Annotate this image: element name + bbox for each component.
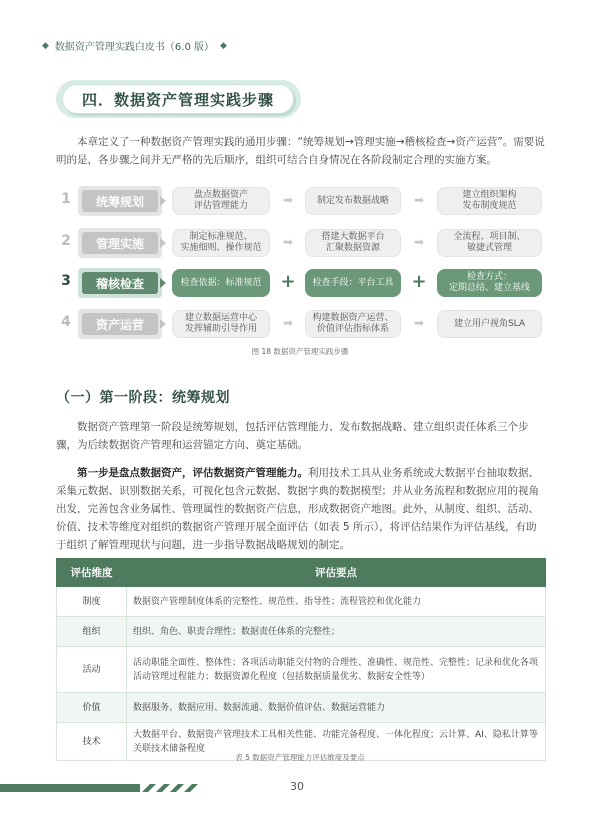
step-box: 检查方式： 定期总结、建立基线 [437, 269, 542, 297]
step-label: 资产运营 [78, 309, 162, 339]
step-one-paragraph [56, 464, 546, 554]
step-pointer-icon [160, 278, 166, 288]
points-cell: 数据服务、数据应用、数据流通、数据价值评估、数据运营能力 [127, 693, 546, 723]
arrow-right-icon: ➡ [413, 193, 425, 207]
step-box: 检查手段：平台工具 [305, 269, 401, 297]
arrow-right-icon: ➡ [413, 235, 425, 249]
step-row-1 [56, 186, 546, 216]
step-one-lead: 第一步是盘点数据资产，评估数据资产管理能力。 [77, 467, 308, 479]
step-number: 3 [61, 273, 71, 289]
points-cell: 大数据平台、数据资产管理技术工具相关性能、功能完备程度、一体化程度；云计算、AI、隐私计算等关联技术储备程度 [127, 723, 546, 761]
step-number: 2 [61, 233, 71, 249]
step-box: 制定标准规范、 实施细则、操作规范 [172, 229, 270, 257]
step-row-4 [56, 309, 546, 339]
step-number: 4 [61, 314, 71, 330]
intro-paragraph: 本章定义了一种数据资产管理实践的通用步骤：“统筹规划→管理实施→稽核检查→资产运营”。需要说明的是，各步骤之间并无严格的先后顺序，组织可结合自身情况在各阶段制定合理的实施方案。 [56, 136, 545, 166]
step-row-3 [56, 268, 546, 298]
points-cell: 数据资产管理制度体系的完整性、规范性、指导性；流程管控和优化能力 [127, 587, 546, 617]
section-title: 四．数据资产管理实践步骤 [62, 84, 294, 114]
step-box: 建立组织架构 发布制度规范 [437, 187, 542, 215]
points-cell: 组织、角色、职责合理性；数据责任体系的完整性； [127, 617, 546, 647]
plus-icon: + [411, 271, 427, 292]
table-row [57, 647, 546, 693]
dimension-cell: 活动 [57, 647, 127, 693]
table-row [57, 617, 546, 647]
arrow-right-icon: ➡ [282, 193, 294, 207]
evaluation-table [56, 558, 546, 761]
column-header: 评估要点 [127, 559, 546, 587]
step-box: 检查依据：标准规范 [172, 269, 270, 297]
step-label: 管理实施 [78, 228, 162, 258]
table-row [57, 693, 546, 723]
step-pointer-icon [160, 238, 166, 248]
running-header [42, 38, 227, 53]
column-header: 评估维度 [57, 559, 127, 587]
arrow-right-icon: ➡ [282, 235, 294, 249]
arrow-right-icon: ➡ [282, 316, 294, 330]
step-box: 盘点数据资产 评估管理能力 [172, 187, 270, 215]
step-box: 建立用户视角SLA [437, 310, 542, 338]
table-caption: 表 5 数据资产管理能力评估维度及要点 [235, 753, 365, 762]
diamond-icon: ◆ [220, 40, 227, 51]
step-one-body: 利用技术工具从业务系统或大数据平台抽取数据、采集元数据、识别数据关系，可视化包含元数据、数据字典的数据模型；并从业务流程和数据应用的视角出发，完善包含业务属性、管理属性的数据资产信息，形成数据资产地图。此外，从制度、组织、活动、价值、技术等维度对组织的数据资产管理开展全面评估（如表 5 所示），将评估结果作为评估基线，有助于组织了解管理现状与问题，进一步指导数据战略规划的制定。 [56, 467, 539, 551]
dimension-cell: 组织 [57, 617, 127, 647]
step-box: 全流程、项目制、 敏捷式管理 [437, 229, 542, 257]
plus-icon: + [280, 271, 296, 292]
dimension-cell: 技术 [57, 723, 127, 761]
section-title-banner [56, 80, 301, 118]
step-box: 构建数据资产运营、 价值评估指标体系 [305, 310, 401, 338]
subsection-title: （一）第一阶段：统筹规划 [56, 390, 230, 406]
step-row-2 [56, 228, 546, 258]
step-box: 制定发布数据战略 [305, 187, 401, 215]
step-label: 统筹规划 [78, 186, 162, 216]
header-title: 数据资产管理实践白皮书（6.0 版） [54, 42, 215, 53]
diamond-icon: ◆ [42, 40, 49, 51]
dimension-cell: 价值 [57, 693, 127, 723]
dimension-cell: 制度 [57, 587, 127, 617]
step-box: 建立数据运营中心 发挥辅助引导作用 [172, 310, 270, 338]
step-box: 搭建大数据平台 汇聚数据资源 [305, 229, 401, 257]
page-number: 30 [290, 780, 304, 793]
step-pointer-icon [160, 196, 166, 206]
step-label: 稽核检查 [78, 268, 162, 298]
table-row [57, 587, 546, 617]
stage-paragraph: 数据资产管理第一阶段是统筹规划，包括评估管理能力、发布数据战略、建立组织责任体系三个步骤，为后续数据资产管理和运营锚定方向、奠定基础。 [56, 421, 529, 451]
table-header-row [57, 559, 546, 587]
points-cell: 活动职能全面性、整体性；各项活动职能交付物的合理性、准确性、规范性、完整性；记录和优化各项活动管理过程能力；数据资源化程度（包括数据质量优劣、数据安全性等） [127, 647, 546, 693]
footer-stripe-bar [0, 784, 200, 792]
step-number: 1 [61, 191, 71, 207]
figure-caption: 图 18 数据资产管理实践步骤 [251, 347, 349, 356]
arrow-right-icon: ➡ [413, 316, 425, 330]
step-pointer-icon [160, 319, 166, 329]
